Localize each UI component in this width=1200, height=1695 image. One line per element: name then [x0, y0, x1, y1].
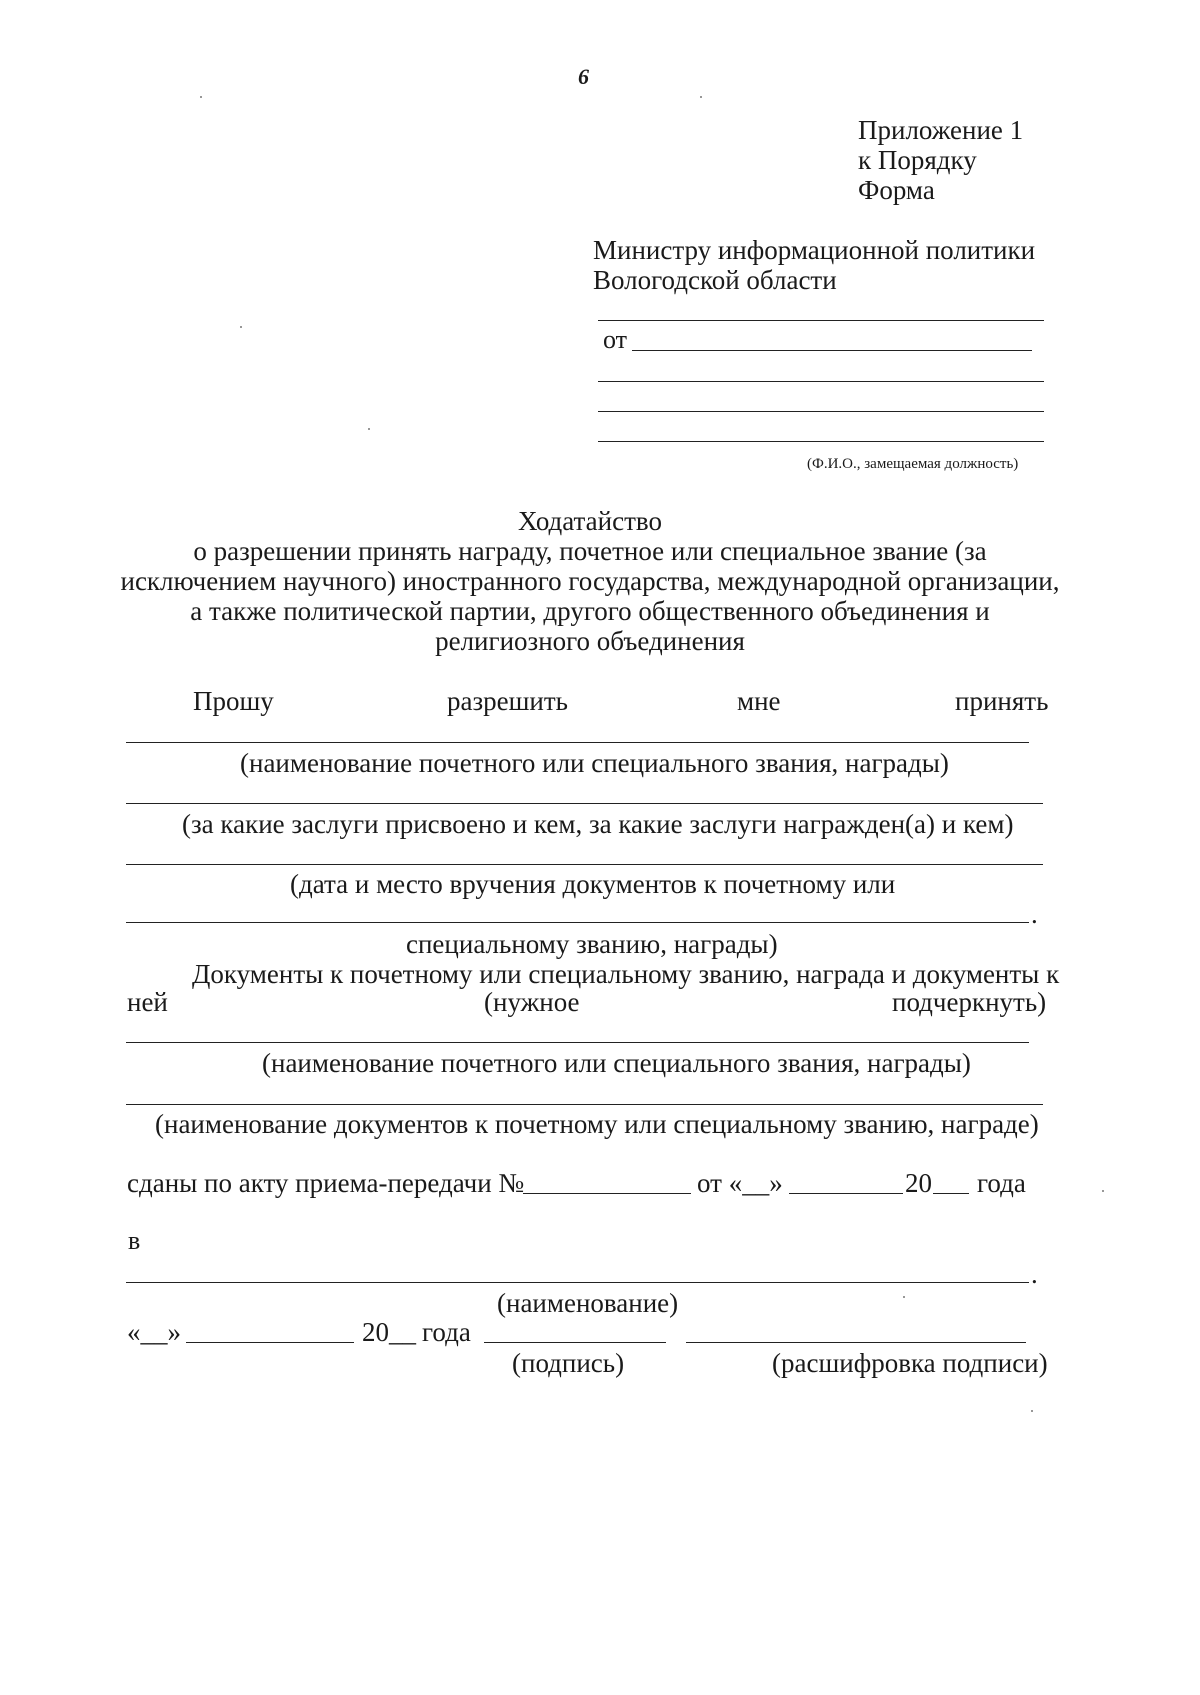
title-line-4: религиозного объединения [435, 626, 745, 656]
addressee-blank-1 [598, 320, 1044, 321]
scan-speck [700, 96, 702, 98]
page-number: 6 [578, 64, 589, 89]
merits-blank [126, 803, 1043, 804]
delivery-caption-1: (дата и место вручения документов к почетному или [290, 869, 896, 899]
title-line-2: исключением научного) иностранного государства, международной организации, [120, 566, 1060, 596]
act-year-blank [933, 1193, 969, 1194]
act-v: в [128, 1226, 141, 1255]
from-label: от [603, 325, 628, 354]
act-year-prefix: 20 [905, 1168, 932, 1198]
signature-blank [484, 1342, 666, 1343]
addressee-line-2: Вологодской области [593, 265, 837, 295]
act-month-blank [789, 1193, 903, 1194]
request-word-4: принять [955, 686, 1049, 716]
documents-line-1: Документы к почетному или специальному званию, награда и документы к [192, 959, 1060, 989]
act-text: сданы по акту приема-передачи № [127, 1168, 525, 1198]
signature-caption: (подпись) [512, 1348, 625, 1378]
documents-award-blank [126, 1042, 1029, 1043]
scan-speck [1102, 1190, 1104, 1192]
appendix-line-1: Приложение 1 [858, 115, 1024, 145]
request-word-1: Прошу [193, 686, 274, 716]
award-name-blank [126, 742, 1029, 743]
appendix-line-2: к Порядку [858, 145, 977, 175]
delivery-blank-1 [126, 864, 1043, 865]
request-word-3: мне [737, 686, 781, 716]
signature-month-blank [186, 1342, 354, 1343]
act-year-suffix: года [977, 1168, 1026, 1198]
scan-speck [240, 326, 242, 328]
signature-decode-blank [686, 1342, 1026, 1343]
documents-word-nuzhnoe: (нужное [484, 987, 580, 1017]
delivery-period: . [1031, 899, 1038, 929]
from-blank [632, 350, 1032, 351]
addressee-blank-2 [598, 381, 1044, 382]
documents-caption-1: (наименование почетного или специального звания, награды) [262, 1048, 971, 1078]
award-name-caption: (наименование почетного или специального звания, награды) [240, 748, 949, 778]
signature-date-open: «__» [127, 1317, 181, 1347]
documents-word-ney: ней [127, 987, 168, 1017]
scan-speck [200, 96, 202, 98]
addressee-line-1: Министру информационной политики [593, 235, 1036, 265]
title-heading: Ходатайство [518, 506, 662, 536]
delivery-blank-2 [126, 922, 1029, 923]
appendix-line-3: Форма [858, 175, 935, 205]
act-date-open: от «__» [697, 1168, 783, 1198]
title-line-1: о разрешении принять награду, почетное или специальное звание (за [193, 536, 987, 566]
scan-speck [903, 1296, 905, 1298]
addressee-blank-4 [598, 441, 1044, 442]
signature-decode-caption: (расшифровка подписи) [772, 1348, 1048, 1378]
title-line-3: а также политической партии, другого общественного объединения и [190, 596, 990, 626]
recipient-caption: (наименование) [497, 1288, 679, 1318]
delivery-caption-2: специальному званию, награды) [406, 929, 778, 959]
scan-speck [368, 428, 370, 430]
signature-year-suffix: года [422, 1317, 471, 1347]
act-number-blank [523, 1193, 691, 1194]
merits-caption: (за какие заслуги присвоено и кем, за какие заслуги награжден(а) и кем) [182, 809, 1014, 839]
signature-year-prefix: 20__ [362, 1317, 416, 1347]
recipient-blank [126, 1282, 1029, 1283]
scan-speck [1031, 1410, 1033, 1412]
addressee-caption: (Ф.И.О., замещаемая должность) [807, 456, 1019, 472]
documents-list-blank [126, 1104, 1043, 1105]
documents-caption-2: (наименование документов к почетному или специальному званию, награде) [155, 1109, 1039, 1139]
addressee-blank-3 [598, 411, 1044, 412]
documents-word-podcherknut: подчеркнуть) [892, 987, 1047, 1017]
recipient-period: . [1031, 1259, 1038, 1289]
request-word-2: разрешить [447, 686, 568, 716]
